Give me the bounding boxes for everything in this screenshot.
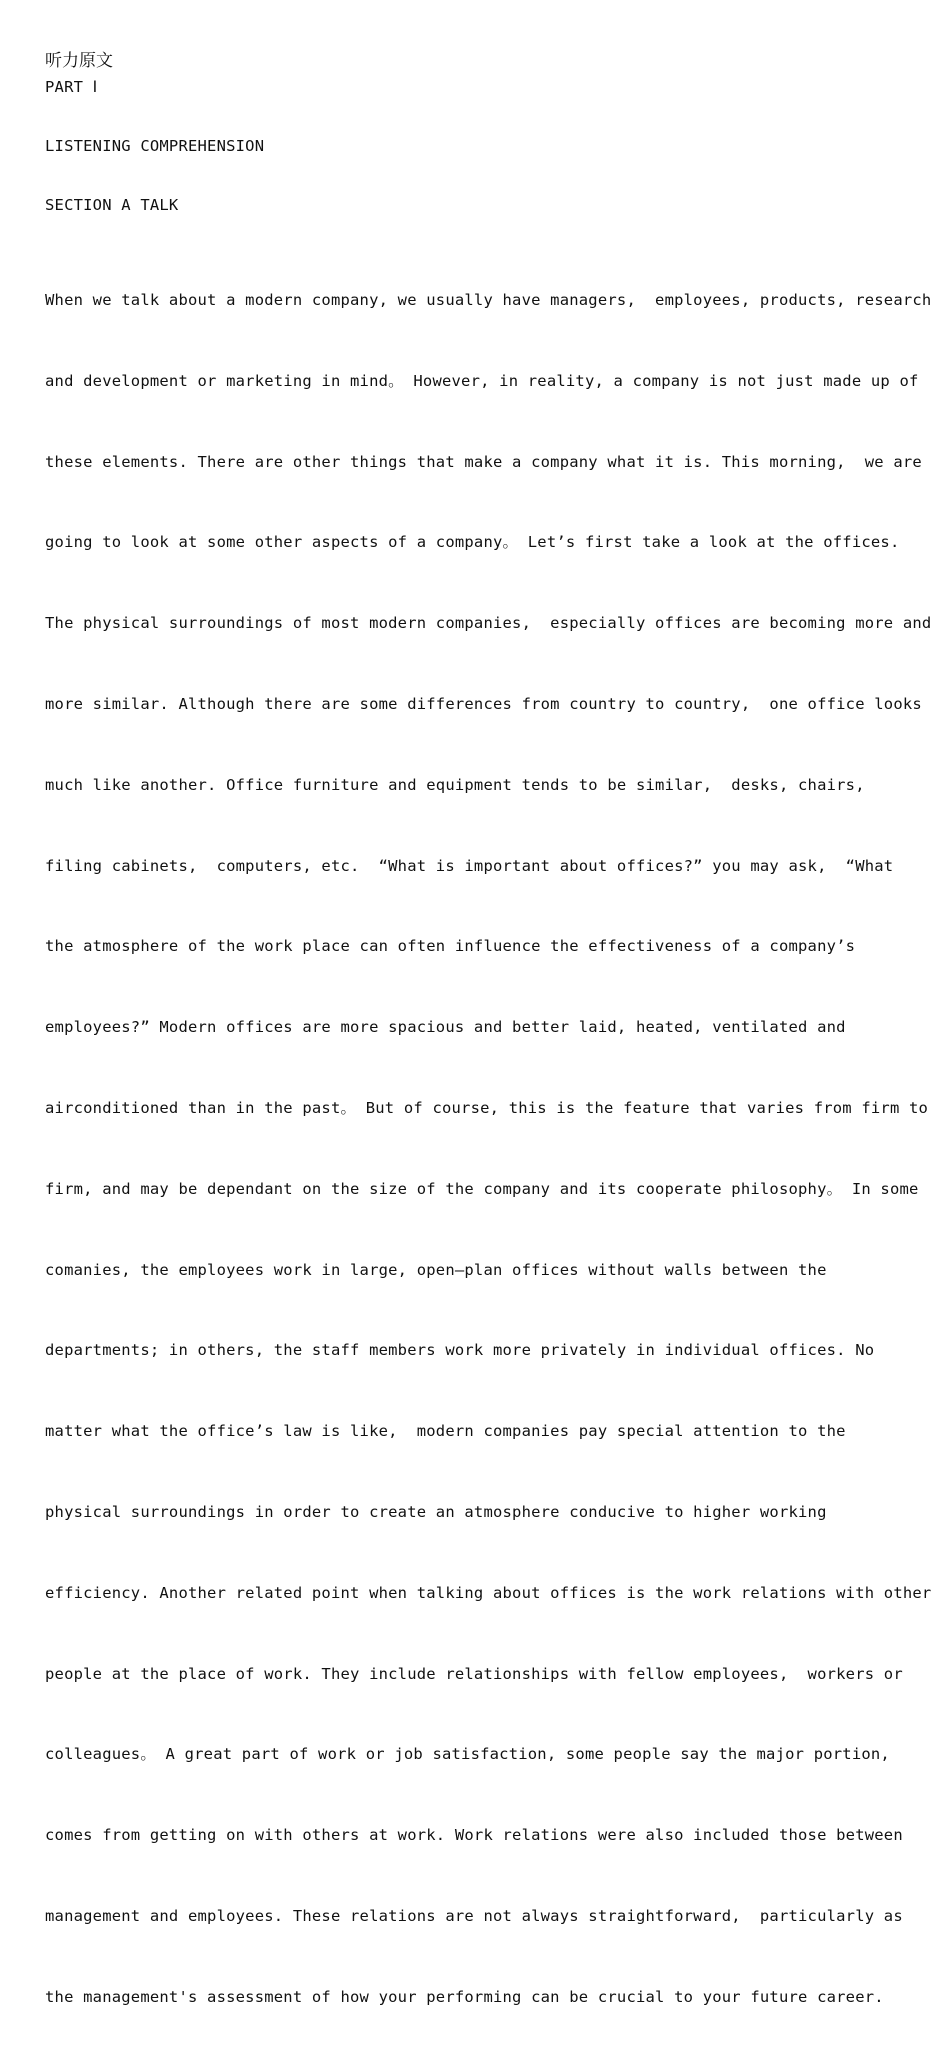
transcript-line: going to look at some other aspects of a company。 Let’s first take a look at the offices.	[45, 533, 900, 552]
transcript-line: the atmosphere of the work place can often influence the effectiveness of a company’s	[45, 937, 856, 956]
transcript-line: firm, and may be dependant on the size of the company and its cooperate philosophy。 In some	[45, 1179, 919, 1198]
transcript-line: efficiency. Another related point when talking about offices is the work relations with other	[45, 1583, 932, 1602]
transcript-line: these elements. There are other things that make a company what it is. This morning, we are	[45, 452, 922, 471]
part-label: PART Ⅰ	[45, 78, 98, 96]
transcript-line: much like another. Office furniture and equipment tends to be similar, desks, chairs,	[45, 775, 865, 794]
transcript-line: matter what the office’s law is like, modern companies pay special attention to the	[45, 1422, 846, 1441]
transcript-line: more similar. Although there are some differences from country to country, one office looks	[45, 694, 922, 713]
transcript-line: employees?” Modern offices are more spacious and better laid, heated, ventilated and	[45, 1018, 846, 1037]
transcript-line: people at the place of work. They include relationships with fellow employees, workers or	[45, 1664, 903, 1683]
transcript-line: physical surroundings in order to create an atmosphere conducive to higher working	[45, 1502, 827, 1521]
transcript-line: filing cabinets, computers, etc. “What is important about offices?” you may ask, “What	[45, 856, 894, 875]
transcript-line: departments; in others, the staff members work more privately in individual offices. No	[45, 1341, 875, 1360]
section-heading: LISTENING COMPREHENSION	[45, 137, 265, 155]
transcript-line: The physical surroundings of most modern companies, especially offices are becoming more and	[45, 614, 932, 633]
transcript-line: airconditioned than in the past。 But of course, this is the feature that varies from firm to	[45, 1098, 929, 1117]
document-title: 听力原文	[45, 51, 113, 71]
transcript-line: comanies, the employees work in large, open—plan offices without walls between the	[45, 1260, 827, 1279]
transcript-line: When we talk about a modern company, we usually have managers, employees, products, research	[45, 291, 932, 309]
transcript-body	[45, 253, 931, 2067]
transcript-line: and development or marketing in mind。 However, in reality, a company is not just made up of	[45, 371, 919, 390]
transcript-line: colleagues。 A great part of work or job satisfaction, some people say the major portion,	[45, 1745, 890, 1764]
transcript-line: comes from getting on with others at work. Work relations were also included those between	[45, 1826, 903, 1845]
transcript-line: management and employees. These relations are not always straightforward, particularly as	[45, 1906, 903, 1925]
transcript-line: the management's assessment of how your performing can be crucial to your future career.	[45, 1987, 884, 2006]
section-subheading: SECTION A TALK	[45, 196, 179, 214]
